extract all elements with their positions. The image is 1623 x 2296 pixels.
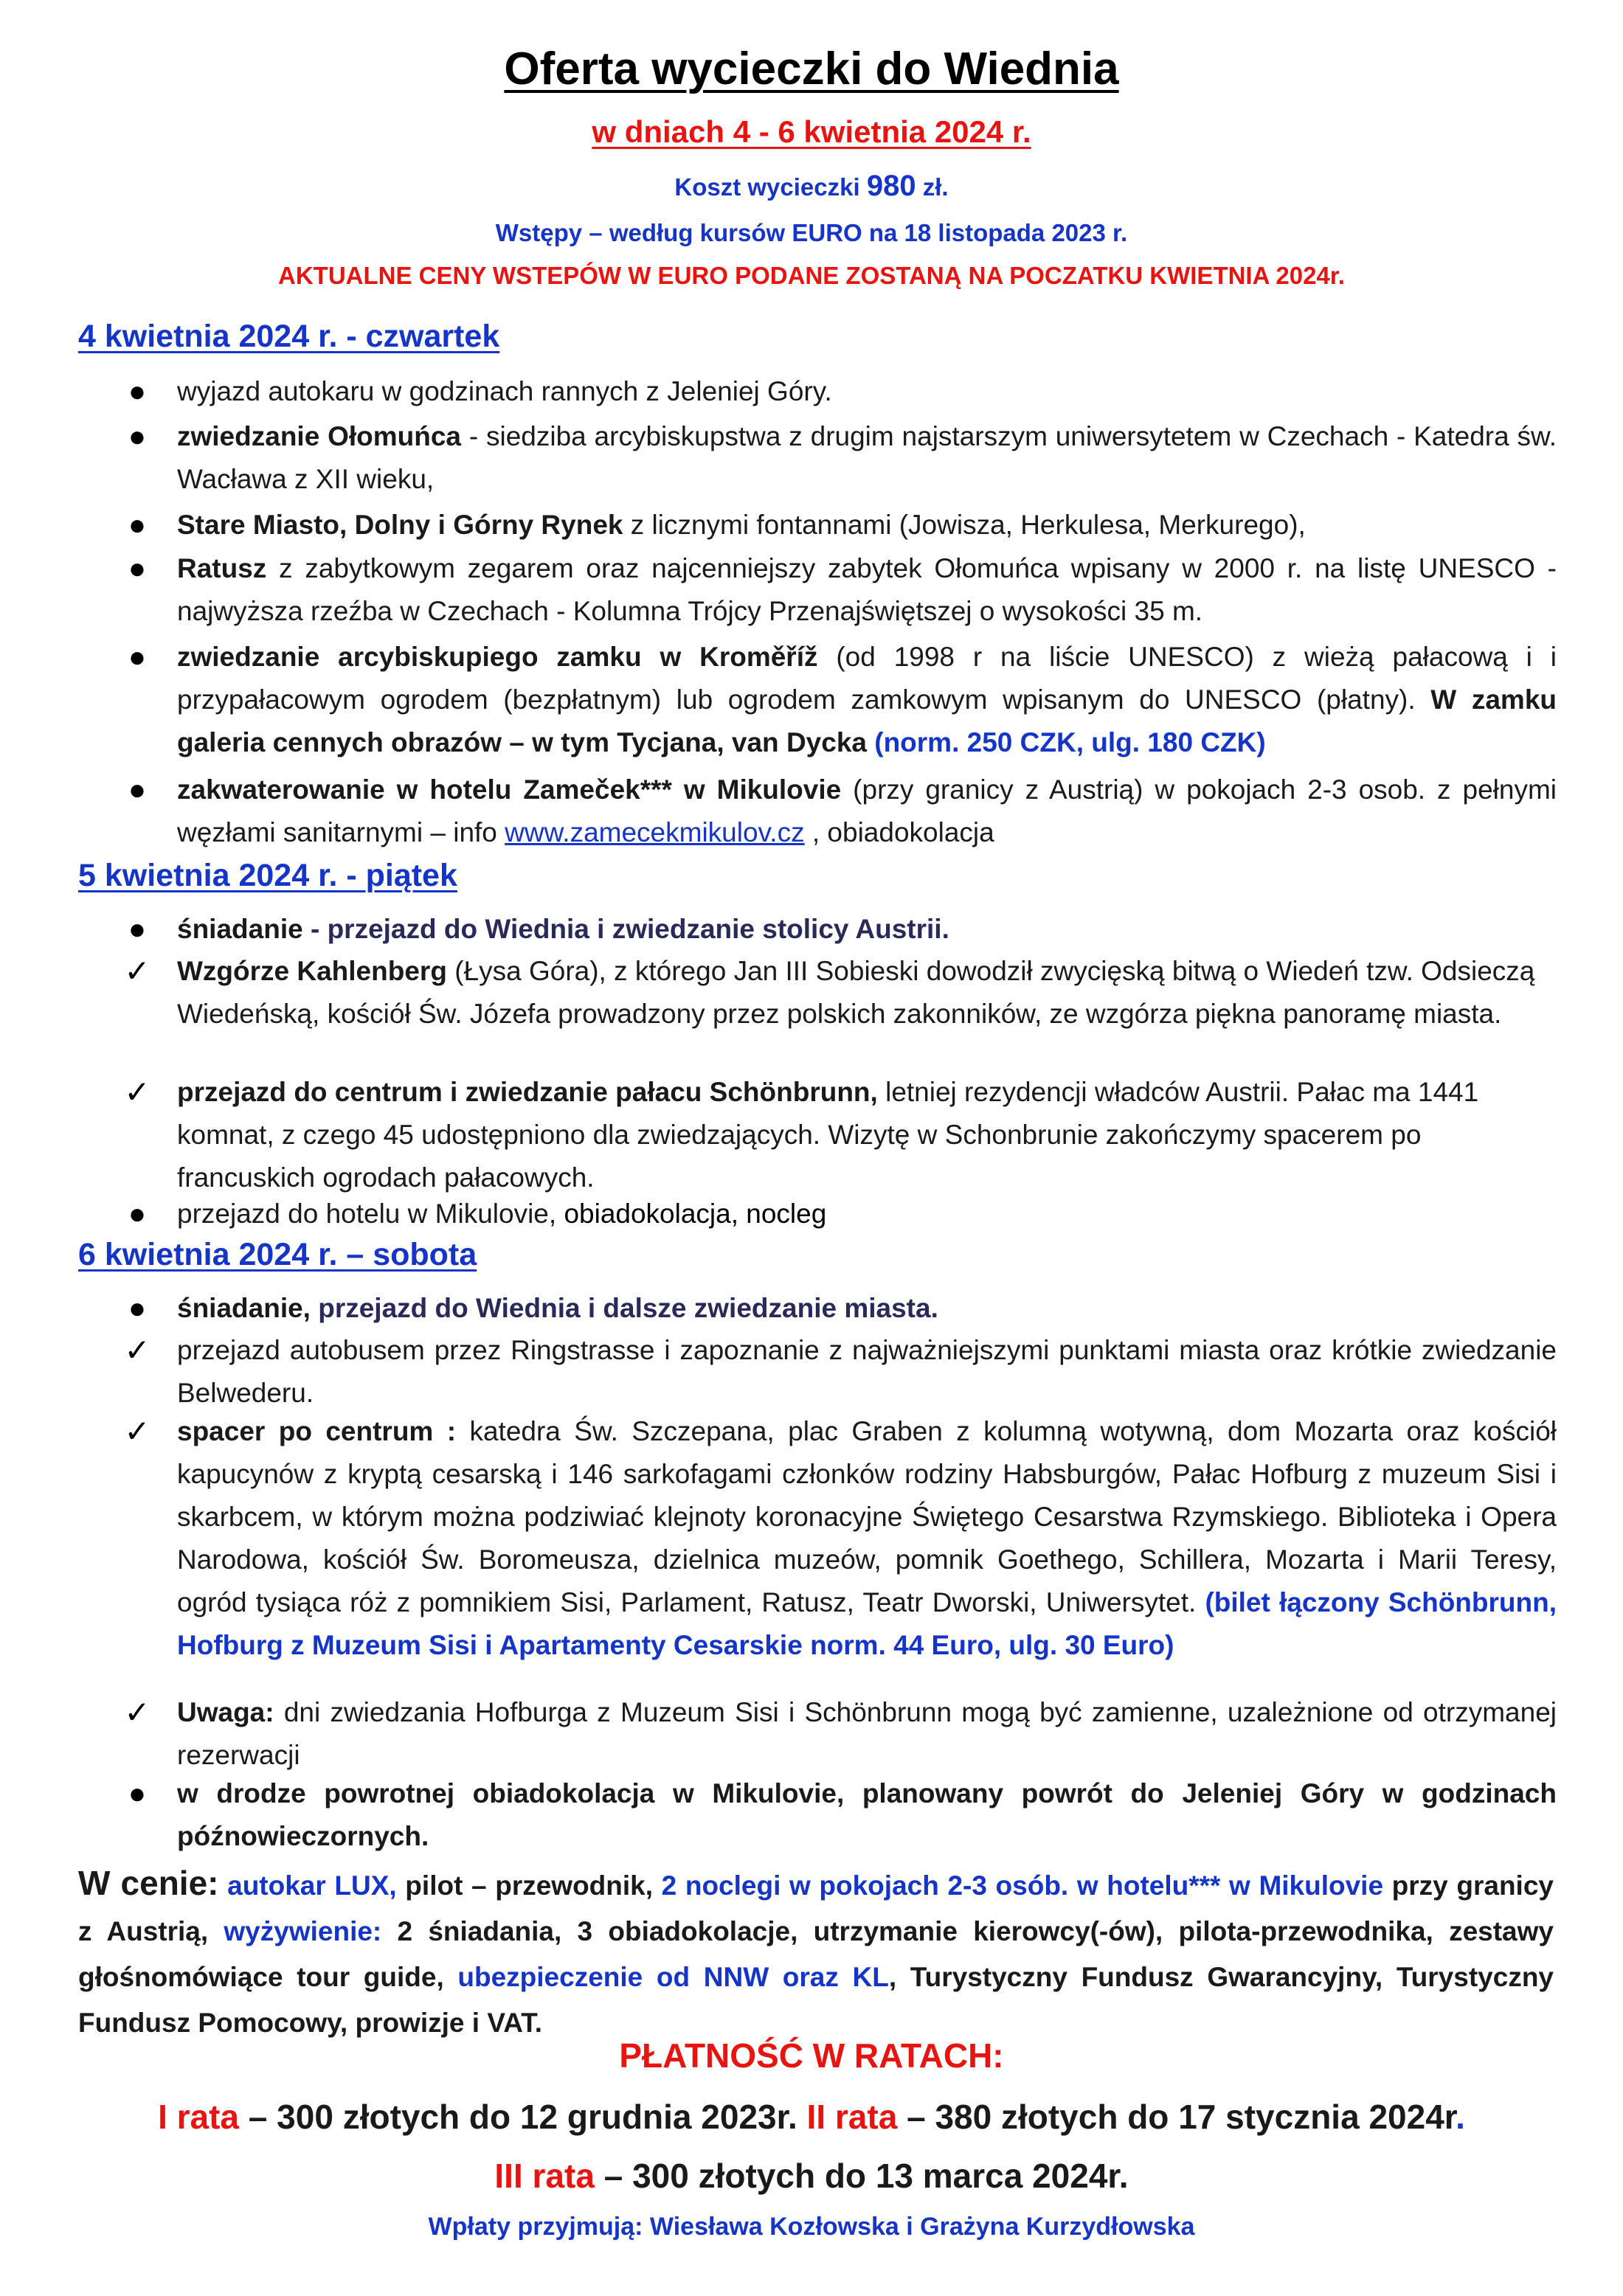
installment-label: III rata xyxy=(494,2157,595,2195)
hotel-website-link[interactable]: www.zamecekmikulov.cz xyxy=(505,817,805,847)
item-bold: spacer po centrum : xyxy=(177,1416,457,1446)
item-bold: przejazd do centrum i zwiedzanie pałacu Schönbrunn, xyxy=(177,1077,878,1107)
item-bold: zwiedzanie Ołomuńca xyxy=(177,421,462,451)
price-item: wyżywienie: xyxy=(208,1916,382,1946)
cost-label: Koszt wycieczki xyxy=(674,173,867,201)
item-bold: zwiedzanie arcybiskupiego zamku w Kroměříž xyxy=(177,642,818,672)
item-text: , obiadokolacja xyxy=(804,817,994,847)
installments-line-1 xyxy=(0,2097,1623,2137)
price-item: przy granicy z Austrią, xyxy=(78,1870,1554,1946)
checkmark-icon: ✓ xyxy=(124,1414,150,1449)
price-item: ubezpieczenie od NNW oraz KL xyxy=(443,1962,889,1992)
list-item xyxy=(177,370,1557,413)
list-item xyxy=(177,415,1557,501)
item-text: katedra Św. Szczepana, plac Graben z kolumną wotywną, dom Mozarta oraz kościół kapucynów z kryptą cesarską i 146 sarkofagami członków rodziny Habsburgów, Pałac Hofburg z muzeum Sisi i skarbcem, w którym można podziwiać klejnoty koronacyjne Świętego Cesarstwa Rzymskiego. Biblioteka i Opera Narodowa, kościół Św. Boromeusza, dzielnica muzeów, pomnik Goethego, Schillera, Mozarta i Marii Teresy, ogród tysiąca róż z pomnikiem Sisi, Parlament, Ratusz, Teatr Dworski, Uniwersytet. xyxy=(177,1416,1557,1617)
list-item xyxy=(177,1772,1557,1858)
item-text: obiadokolacja, nocleg xyxy=(564,1199,827,1229)
installment-text: – 380 złotych do 17 stycznia 2024r xyxy=(897,2098,1456,2136)
item-text: z zabytkowym zegarem oraz najcenniejszy zabytek Ołomuńca wpisany w 2000 r. na listę UNESCO - najwyższa rzeźba w Czechach - Kolumna Trójcy Przenajświętszej o wysokości 35 m. xyxy=(177,553,1557,626)
item-text: wyjazd autokaru w godzinach rannych z Jeleniej Góry. xyxy=(177,376,832,406)
item-bold: przejazd do Wiednia i dalsze zwiedzanie miasta. xyxy=(310,1293,938,1323)
item-text: - siedziba arcybiskupstwa z drugim najstarszym uniwersytetem w Czechach - Katedra św. Wacława z XII wieku, xyxy=(177,421,1557,494)
checkmark-icon: ✓ xyxy=(124,954,150,988)
item-bold: w drodze powrotnej obiadokolacja w Mikulovie, planowany powrót do Jeleniej Góry w godzinach późnowieczornych. xyxy=(177,1778,1557,1851)
list-item xyxy=(177,1329,1557,1415)
bullet-icon: ● xyxy=(128,641,147,673)
item-price-note: (bilet łączony Schönbrunn, Hofburg z Muzeum Sisi i Apartamenty Cesarskie norm. 44 Euro, ulg. 30 Euro) xyxy=(177,1587,1557,1660)
price-item: autokar LUX, xyxy=(218,1870,397,1901)
item-text: (od 1998 r na liście UNESCO) z wieżą pałacową i i przypałacowym ogrodem (bezpłatnym) lub ogrodem zamkowym wpisanym do UNESCO (płatny). xyxy=(177,642,1557,715)
checkmark-icon: ✓ xyxy=(124,1333,150,1367)
item-text: dni zwiedzania Hofburga z Muzeum Sisi i Schönbrunn mogą być zamienne, uzależnione od otrzymanej rezerwacji xyxy=(177,1697,1557,1770)
day2-heading: 5 kwietnia 2024 r. - piątek xyxy=(78,858,457,893)
item-bold: Wzgórze Kahlenberg xyxy=(177,956,447,986)
trip-dates: w dniach 4 - 6 kwietnia 2024 r. xyxy=(592,114,1031,149)
day1-heading: 4 kwietnia 2024 r. - czwartek xyxy=(78,319,500,354)
bullet-icon: ● xyxy=(128,552,147,585)
item-text: (Łysa Góra), z którego Jan III Sobieski dowodził zwycięską bitwą o Wiedeń tzw. Odsieczą Wiedeńską, kościół Św. Józefa prowadzony przez polskich zakonników, ze wzgórza piękna panoramę miasta. xyxy=(177,956,1535,1029)
item-bold: Uwaga: xyxy=(177,1697,274,1727)
item-bold: śniadanie xyxy=(177,914,303,944)
prices-notice: AKTUALNE CENY WSTEPÓW W EURO PODANE ZOSTANĄ NA POCZATKU KWIETNIA 2024r. xyxy=(278,262,1345,289)
day3-heading: 6 kwietnia 2024 r. – sobota xyxy=(78,1237,477,1272)
list-item xyxy=(177,547,1557,633)
checkmark-icon: ✓ xyxy=(124,1075,150,1109)
payment-contacts: Wpłaty przyjmują: Wiesława Kozłowska i Grażyna Kurzydłowska xyxy=(428,2213,1195,2241)
list-item xyxy=(177,504,1557,547)
price-item: , Turystyczny Fundusz Gwarancyjny, Turystyczny Fundusz Pomocowy, prowizje i VAT. xyxy=(78,1962,1554,2038)
installment-text: – 300 złotych do 12 grudnia 2023r. xyxy=(239,2098,797,2136)
installments-line-2 xyxy=(0,2156,1623,2196)
bullet-icon: ● xyxy=(128,913,147,946)
price-lead: W cenie: xyxy=(78,1864,219,1902)
price-includes xyxy=(78,1860,1554,2046)
price-item: 2 śniadania, 3 obiadokolacje, utrzymanie kierowcy(-ów), pilota-przewodnika, zestawy głośnomówiące tour guide, xyxy=(78,1916,1554,1992)
item-bold: W zamku galeria cennych obrazów – w tym Tycjana, van Dycka xyxy=(177,684,1557,757)
list-item xyxy=(177,1410,1557,1667)
list-item xyxy=(177,1287,1557,1330)
cost-value: 980 xyxy=(866,170,916,202)
page-title: Oferta wycieczki do Wiednia xyxy=(504,44,1119,94)
bullet-icon: ● xyxy=(128,509,147,541)
bullet-icon: ● xyxy=(128,1198,147,1230)
installment-label: I rata xyxy=(158,2098,240,2136)
price-item: 2 noclegi w pokojach 2-3 osób. w hotelu*** w Mikulovie xyxy=(653,1870,1384,1901)
list-item xyxy=(177,908,1557,951)
item-bold: Ratusz xyxy=(177,553,267,583)
cost-unit: zł. xyxy=(916,173,949,201)
item-bold: - przejazd do Wiednia i zwiedzanie stolicy Austrii. xyxy=(302,914,949,944)
bullet-icon: ● xyxy=(128,774,147,806)
item-text: letniej rezydencji władców Austrii. Pałac ma 1441 komnat, z czego 45 udostępniono dla zwiedzających. Wizytę w Schonbrunie zakończymy spacerem po francuskich ogrodach pałacowych. xyxy=(177,1077,1479,1193)
bullet-icon: ● xyxy=(128,1292,147,1325)
item-text: przejazd do hotelu w Mikulovie, xyxy=(177,1199,564,1229)
list-item xyxy=(177,1071,1549,1199)
trip-cost xyxy=(0,170,1623,203)
bullet-icon: ● xyxy=(128,420,147,453)
item-price-note: (norm. 250 CZK, ulg. 180 CZK) xyxy=(866,727,1266,757)
bullet-icon: ● xyxy=(128,375,147,408)
item-bold: śniadanie, xyxy=(177,1293,311,1323)
list-item xyxy=(177,769,1557,854)
item-text: przejazd autobusem przez Ringstrasse i zapoznanie z najważniejszymi punktami miasta oraz krótkie zwiedzanie Belwederu. xyxy=(177,1335,1557,1408)
item-bold: zakwaterowanie w hotelu Zameček*** w Mikulovie xyxy=(177,774,842,805)
price-item: pilot – przewodnik, xyxy=(396,1870,654,1901)
installment-text: – 300 złotych do 13 marca 2024r. xyxy=(594,2157,1129,2195)
list-item xyxy=(177,1193,1557,1235)
item-text: (przy granicy z Austrią) w pokojach 2-3 osob. z pełnymi węzłami sanitarnymi – info xyxy=(177,774,1557,847)
list-item xyxy=(177,1691,1557,1777)
item-text: z licznymi fontannami (Jowisza, Herkulesa, Merkurego), xyxy=(623,510,1306,540)
installment-text: . xyxy=(1456,2098,1465,2136)
item-bold: Stare Miasto, Dolny i Górny Rynek xyxy=(177,510,623,540)
payment-heading: PŁATNOŚĆ W RATACH: xyxy=(619,2036,1004,2075)
entry-fees-note: Wstępy – według kursów EURO na 18 listopada 2023 r. xyxy=(495,219,1128,246)
list-item xyxy=(177,950,1549,1036)
list-item xyxy=(177,636,1557,764)
checkmark-icon: ✓ xyxy=(124,1695,150,1730)
bullet-icon: ● xyxy=(128,1778,147,1810)
installment-label: II rata xyxy=(797,2098,898,2136)
